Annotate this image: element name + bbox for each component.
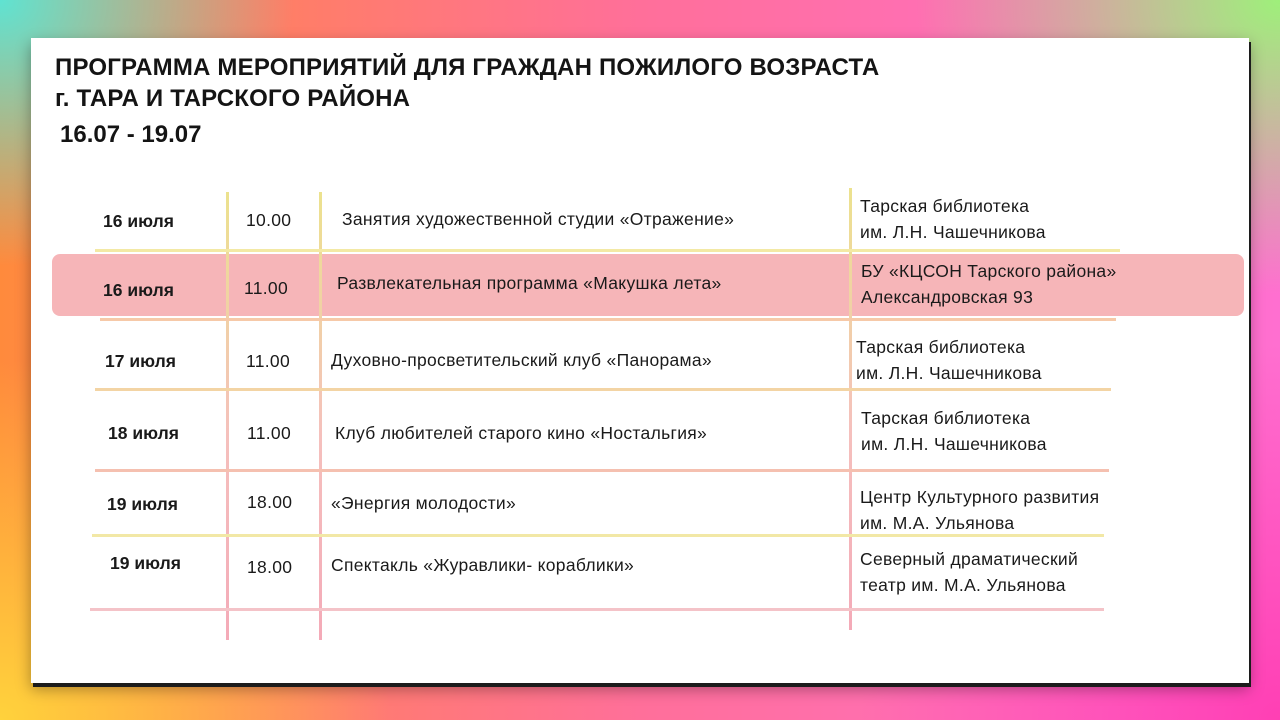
event-place-line-1: Центр Культурного развития [860, 487, 1100, 507]
event-place-line-2: им. М.А. Ульянова [860, 513, 1015, 533]
event-place-line-2: им. Л.Н. Чашечникова [861, 434, 1047, 454]
event-place [860, 193, 1046, 245]
event-place [860, 484, 1099, 536]
event-title: Спектакль «Журавлики- кораблики» [331, 555, 635, 575]
event-time: 11.00 [244, 278, 288, 298]
event-place-line-1: Тарская библиотека [861, 408, 1031, 428]
title-line-2: г. ТАРА И ТАРСКОГО РАЙОНА [55, 85, 411, 112]
event-time: 11.00 [246, 351, 290, 371]
event-place [861, 405, 1047, 457]
event-time: 10.00 [246, 210, 292, 230]
table-divider [226, 192, 229, 640]
event-day: 18 июля [108, 423, 179, 443]
event-title: «Энергия молодости» [331, 493, 516, 513]
table-divider [849, 188, 852, 630]
table-divider [95, 388, 1111, 391]
event-time: 18.00 [247, 557, 293, 577]
event-place [861, 258, 1117, 310]
table-divider [319, 192, 322, 640]
table-divider [95, 249, 1120, 252]
event-title: Занятия художественной студии «Отражение» [342, 209, 735, 229]
event-place-line-1: Северный драматический [860, 549, 1079, 569]
table-divider [90, 608, 1104, 611]
event-place-line-2: театр им. М.А. Ульянова [860, 575, 1066, 595]
table-divider [95, 469, 1109, 472]
event-time: 18.00 [247, 492, 293, 512]
event-time: 11.00 [247, 423, 291, 443]
event-day: 19 июля [107, 494, 178, 514]
event-place-line-1: БУ «КЦСОН Тарского района» [861, 261, 1117, 281]
event-day: 16 июля [103, 280, 174, 300]
event-place-line-2: им. Л.Н. Чашечникова [856, 363, 1042, 383]
event-place-line-2: им. Л.Н. Чашечникова [860, 222, 1046, 242]
event-place-line-1: Тарская библиотека [860, 196, 1030, 216]
document-title [55, 52, 879, 114]
event-title: Клуб любителей старого кино «Ностальгия» [335, 423, 708, 443]
title-line-1: ПРОГРАММА МЕРОПРИЯТИЙ ДЛЯ ГРАЖДАН ПОЖИЛОГО ВОЗРАСТА [55, 54, 880, 81]
event-day: 19 июля [110, 553, 181, 573]
event-title: Развлекательная программа «Макушка лета» [337, 273, 722, 293]
event-day: 16 июля [103, 211, 174, 231]
date-range: 16.07 - 19.07 [60, 121, 202, 148]
event-day: 17 июля [105, 351, 176, 371]
event-place [856, 334, 1042, 386]
event-place-line-2: Александровская 93 [861, 287, 1034, 307]
event-title: Духовно-просветительский клуб «Панорама» [331, 350, 712, 370]
event-place [860, 546, 1078, 598]
table-divider [100, 318, 1116, 321]
event-place-line-1: Тарская библиотека [856, 337, 1026, 357]
